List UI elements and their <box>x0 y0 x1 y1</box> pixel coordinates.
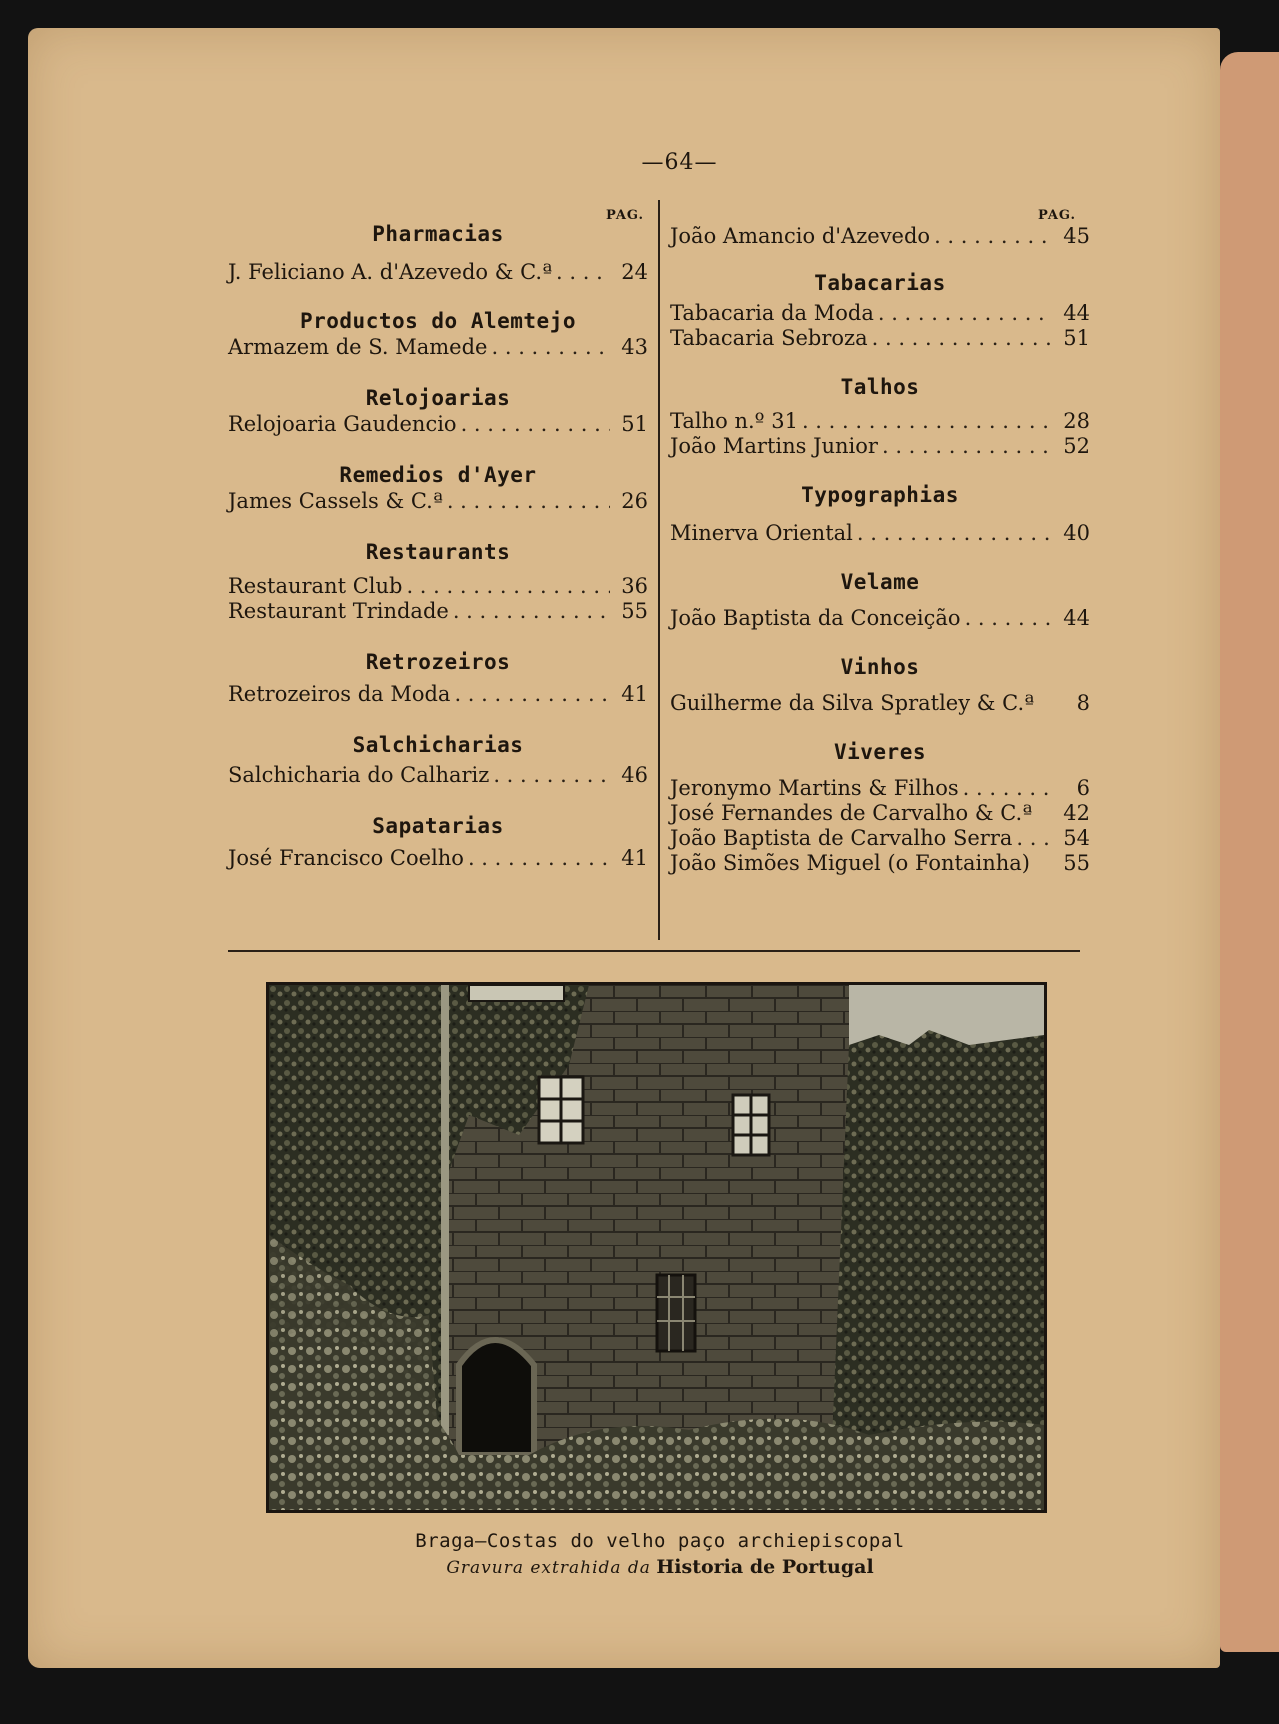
list-item: Restaurant Trindade . . . 55 <box>228 599 648 624</box>
caption-credit <box>300 1556 1020 1578</box>
section-heading: Sapatarias <box>372 814 504 838</box>
section-heading: Relojoarias <box>365 386 511 410</box>
caption-title: Braga—Costas do velho paço archiepiscopal <box>415 1530 905 1552</box>
list-item: José Francisco Coelho . . . 41 <box>228 846 648 871</box>
caption-credit-italic: Gravura extrahida da <box>446 1558 651 1578</box>
list-item: Tabacaria Sebroza . . . 51 <box>670 326 1090 351</box>
list-item: Guilherme da Silva Spratley & C.ª 8 <box>670 691 1090 715</box>
figure-caption <box>300 1530 1020 1578</box>
section-heading: Retrozeiros <box>365 650 511 674</box>
list-item: Talho n.º 31 . . . 28 <box>670 409 1090 434</box>
section-rule <box>228 950 1080 952</box>
list-item: Tabacaria da Moda . . . 44 <box>670 301 1090 326</box>
section-heading: Talhos <box>840 375 920 399</box>
palace-illustration <box>269 985 1044 1510</box>
list-item: João Baptista de Carvalho Serra . . . 54 <box>670 826 1090 851</box>
list-item: João Simões Miguel (o Fontainha) 55 <box>670 851 1090 875</box>
caption-credit-title: Historia de Portugal <box>656 1556 874 1578</box>
list-item: João Baptista da Conceição . . . 44 <box>670 606 1090 631</box>
pag-label-right: PAG. <box>1038 208 1077 223</box>
list-item: Retrozeiros da Moda . . . 41 <box>228 682 648 707</box>
list-item: James Cassels & C.ª . . . 26 <box>228 489 648 514</box>
page-number: —64— <box>641 150 718 175</box>
right-column <box>670 200 1090 876</box>
section-heading: Vinhos <box>840 655 920 679</box>
section-heading: Tabacarias <box>814 271 946 295</box>
section-heading: Restaurants <box>365 540 511 564</box>
section-heading: Remedios d'Ayer <box>339 463 537 487</box>
next-page-edge <box>1220 52 1279 1652</box>
engraving-image <box>266 982 1047 1513</box>
list-item: Armazem de S. Mamede . . . 43 <box>228 335 648 360</box>
list-item: João Amancio d'Azevedo . . . 45 <box>670 224 1090 249</box>
pag-label-left: PAG. <box>606 208 645 223</box>
section-heading: Velame <box>840 570 920 594</box>
column-divider <box>658 200 660 940</box>
list-item: Relojoaria Gaudencio . . . 51 <box>228 412 648 437</box>
list-item: João Martins Junior . . . 52 <box>670 434 1090 459</box>
section-heading: Typographias <box>801 483 959 507</box>
list-item: J. Feliciano A. d'Azevedo & C.ª . . . 24 <box>228 260 648 285</box>
section-heading: Pharmacias <box>372 222 504 246</box>
section-heading: Salchicharias <box>352 733 524 757</box>
left-column <box>228 200 648 871</box>
list-item: Jeronymo Martins & Filhos . . . 6 <box>670 776 1090 801</box>
list-item: Salchicharia do Calhariz . . . 46 <box>228 763 648 788</box>
list-item: Minerva Oriental . . . 40 <box>670 521 1090 546</box>
section-heading: Viveres <box>833 740 926 764</box>
section-heading: Productos do Alemtejo <box>299 309 576 333</box>
list-item: Restaurant Club . . . 36 <box>228 574 648 599</box>
list-item: José Fernandes de Carvalho & C.ª 42 <box>670 801 1090 825</box>
